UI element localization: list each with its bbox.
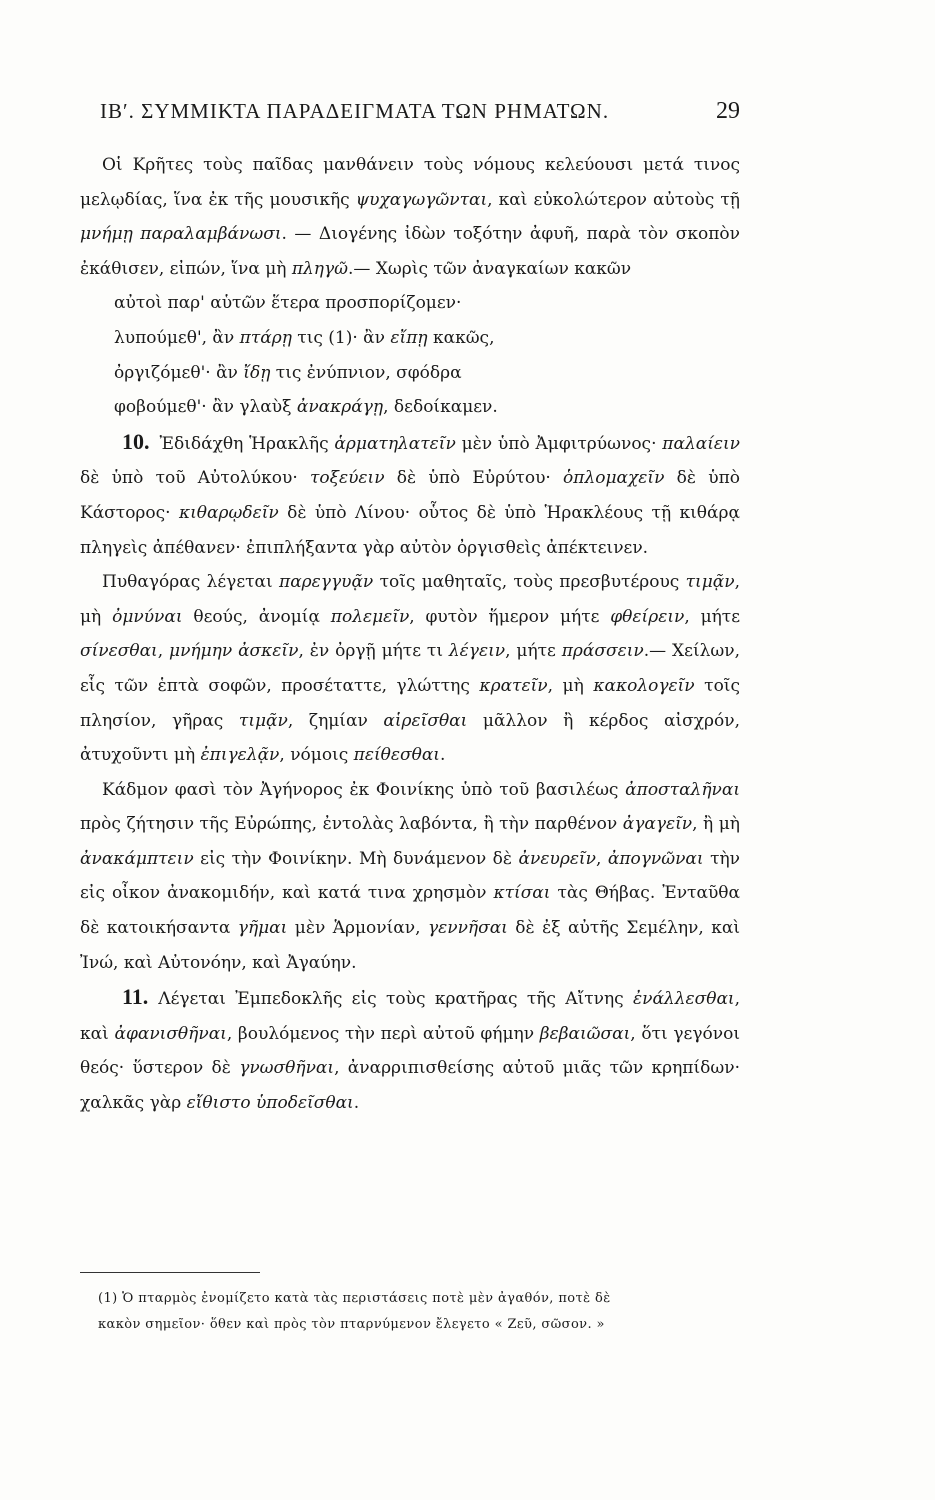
verse-line-1 (114, 286, 740, 321)
text-run: , ὅτι γεγόνοι θεός· ὕστερον δὲ (80, 1023, 740, 1079)
text-run: , ζημίαν (287, 710, 384, 731)
text-run: , καὶ εὐκολώτερον αὐτοὺς τῇ (487, 189, 740, 210)
text-run: Κάδμον φασὶ τὸν Ἀγήνορος ἐκ Φοινίκης ὑπὸ τοῦ βασιλέως (102, 779, 626, 800)
italic-verb: κιθαρῳδεῖν (178, 502, 279, 523)
italic-verb: παλαίειν (662, 433, 740, 454)
text-run: δὲ ὑπὸ τοῦ Αὐτολύκου· (80, 468, 310, 489)
footnote-line-1: (1) Ὁ πταρμὸς ἐνομίζετο κατὰ τὰς περιστάσεις ποτὲ μὲν ἀγαθόν, ποτὲ δὲ (98, 1291, 611, 1306)
italic-verb: τιμᾷν (238, 710, 288, 731)
italic-verb: πολεμεῖν (330, 606, 410, 627)
page-number: 29 (716, 98, 740, 124)
italic-verb: μνήμῃ παραλαμβάνωσι (80, 224, 282, 245)
paragraph-cretans (80, 148, 740, 286)
italic-verb: γεννῆσαι (427, 918, 508, 939)
footnote (98, 1286, 748, 1338)
text-run: τις ἐνύπνιον, σφόδρα (270, 362, 462, 383)
text-run: τοῖς μαθηταῖς, τοὺς πρεσβυτέρους (373, 572, 686, 593)
text-run: δὲ ὑπὸ Κάστορος· (80, 468, 740, 523)
footnote-line-2: κακὸν σημεῖον· ὅθεν καὶ πρὸς τὸν πταρνύμενον ἔλεγετο « Ζεῦ, σῶσον. » (98, 1317, 605, 1332)
text-run: , καὶ (80, 989, 740, 1044)
italic-verb: ἀπογνῶναι (607, 848, 704, 869)
text-run: , (595, 848, 608, 869)
italic-verb: ἀνακάμπτειν (80, 848, 194, 869)
italic-verb: ἁρματηλατεῖν (334, 433, 456, 454)
italic-verb: κακολογεῖν (593, 675, 695, 696)
italic-verb: ἴδῃ (243, 362, 271, 383)
text-run: , δεδοίκαμεν. (383, 397, 498, 418)
italic-verb: τιμᾷν (685, 572, 735, 593)
text-run: , μὴ (547, 675, 594, 696)
text-run: Ἐδιδάχθη Ἡρακλῆς (159, 433, 335, 454)
text-run: . — Διογένης ἰδὼν τοξότην ἀφυῆ, παρὰ τὸν σκοπὸν ἐκάθισεν, εἰπών, ἵνα μὴ (80, 224, 740, 279)
italic-verb: γνωσθῆναι (239, 1058, 335, 1079)
running-header (100, 98, 740, 125)
text-run: δὲ ἐξ αὐτῆς Σεμέλην, καὶ Ἰνώ, καὶ Αὐτονόην, καὶ Ἀγαύην. (80, 918, 740, 973)
text-run: τοῖς πλησίον, γῆρας (80, 675, 740, 731)
text-run: αὐτοὶ παρ' αὑτῶν ἕτερα προσπορίζομεν· (114, 293, 462, 314)
text-run: , ἢ μὴ (692, 814, 740, 835)
main-text (80, 148, 740, 1121)
italic-verb: τοξεύειν (309, 468, 385, 489)
text-run: , μήτε (684, 606, 741, 627)
text-run: δὲ ὑπὸ Λίνου· οὗτος δὲ ὑπὸ Ἡρακλέους τῇ κιθάρᾳ πληγεὶς ἀπέθανεν· ἐπιπλήξαντα γὰρ αὐτὸν ὀργισθεὶς ἀπέκτεινεν. (80, 502, 741, 558)
text-run: , μὴ (80, 572, 740, 627)
italic-verb: βεβαιῶσαι (539, 1023, 631, 1044)
text-run: , νόμοις (279, 745, 354, 766)
text-run: , ἐν ὀργῇ μήτε τι (298, 641, 449, 662)
text-run: , (157, 641, 170, 662)
italic-verb: ἀγαγεῖν (622, 814, 693, 835)
text-run: , βουλόμενος τὴν περὶ αὐτοῦ φήμην (226, 1023, 540, 1044)
italic-verb: ἀποσταλῆναι (625, 779, 740, 800)
section-number: 10. (122, 428, 150, 454)
italic-verb: ὀμνύναι (112, 606, 183, 627)
text-run: μᾶλλον ἢ κέρδος αἰσχρόν, ἀτυχοῦντι μὴ (80, 710, 740, 766)
text-run: .— Χείλων, εἷς τῶν ἑπτὰ σοφῶν, προσέταττε, γλώττης (80, 641, 740, 696)
italic-verb: σίνεσθαι (80, 641, 158, 662)
italic-verb: ἀνευρεῖν (518, 848, 596, 869)
italic-verb: πληγῶ (291, 258, 349, 279)
paragraph-pythagoras (80, 565, 740, 773)
italic-verb: αἱρεῖσθαι (383, 710, 468, 731)
text-run: τις (1)· ἂν (291, 327, 391, 348)
text-run: πρὸς ζήτησιν τῆς Εὐρώπης, ἐντολὰς λαβόντα, ἢ τὴν παρθένον (80, 814, 623, 835)
italic-verb: κρατεῖν (479, 675, 548, 696)
text-run: θεούς, ἀνομίᾳ (182, 606, 331, 627)
section-11 (80, 980, 740, 1120)
verse-line-2 (114, 321, 740, 356)
text-run: . (353, 1093, 360, 1114)
italic-verb: ἐνάλλεσθαι (633, 989, 735, 1010)
text-run: φοβούμεθ'· ἂν γλαὺξ (114, 397, 297, 418)
italic-verb: εἴθιστο ὑποδεῖσθαι (186, 1093, 354, 1114)
italic-verb: πράσσειν (561, 641, 644, 662)
italic-verb: κτίσαι (493, 883, 551, 904)
section-10 (80, 425, 740, 565)
italic-verb: λέγειν (448, 641, 506, 662)
italic-verb: ἐπιγελᾷν (200, 745, 280, 766)
italic-verb: φθείρειν (610, 606, 685, 627)
italic-verb: ἀφανισθῆναι (114, 1023, 227, 1044)
italic-verb: ὁπλομαχεῖν (563, 468, 665, 489)
paragraph-cadmus (80, 773, 740, 981)
italic-verb: εἴπῃ (390, 327, 428, 348)
text-run: , μήτε (505, 641, 562, 662)
text-run: εἰς τὴν Φοινίκην. Μὴ δυνάμενον δὲ (193, 848, 519, 869)
text-run: , φυτὸν ἥμερον μήτε (409, 606, 611, 627)
text-run: , ἀναρριπισθείσης αὐτοῦ μιᾶς τῶν κρηπίδων· χαλκᾶς γὰρ (80, 1058, 740, 1114)
text-run: μὲν ὑπὸ Ἀμφιτρύωνος· (455, 433, 663, 454)
text-run: Οἱ Κρῆτες τοὺς παῖδας μανθάνειν τοὺς νόμους κελεύουσι μετά τινος μελῳδίας, ἵνα ἐκ τῆς μουσικῆς (80, 155, 740, 210)
italic-verb: ψυχαγωγῶνται (355, 189, 488, 210)
section-number: 11. (122, 984, 149, 1010)
header-title: ΙΒʹ. ΣΥΜΜΙΚΤΑ ΠΑΡΑΔΕΙΓΜΑΤΑ ΤΩΝ ΡΗΜΑΤΩΝ. (100, 99, 610, 123)
italic-verb: πείθεσθαι (353, 745, 440, 766)
text-run: Λέγεται Ἐμπεδοκλῆς εἰς τοὺς κρατῆρας τῆς Αἴτνης (158, 989, 633, 1010)
text-run: λυπούμεθ', ἂν (114, 327, 240, 348)
footnote-rule (80, 1272, 260, 1273)
italic-verb: πτάρῃ (239, 327, 292, 348)
italic-verb: παρεγγυᾷν (279, 572, 374, 593)
text-run: . (439, 745, 446, 766)
text-run: δὲ ὑπὸ Εὐρύτου· (384, 468, 564, 489)
text-run: κακῶς, (427, 327, 495, 348)
italic-verb: μνήμην ἀσκεῖν (169, 641, 299, 662)
text-run: μὲν Ἁρμονίαν, (287, 918, 428, 939)
text-run: Πυθαγόρας λέγεται (102, 572, 280, 593)
text-run: τὰς Θήβας. Ἐνταῦθα δὲ κατοικήσαντα (80, 883, 740, 939)
verse-line-4 (114, 390, 740, 425)
text-run: τὴν εἰς οἶκον ἀνακομιδήν, καὶ κατά τινα χρησμὸν (80, 848, 740, 904)
italic-verb: γῆμαι (237, 918, 288, 939)
italic-verb: ἀνακράγῃ (296, 397, 384, 418)
verse-line-3 (114, 356, 740, 391)
text-run: .— Χωρὶς τῶν ἀναγκαίων κακῶν (348, 258, 632, 279)
text-run: ὀργιζόμεθ'· ἂν (114, 362, 244, 383)
verse-quotation (80, 286, 740, 424)
